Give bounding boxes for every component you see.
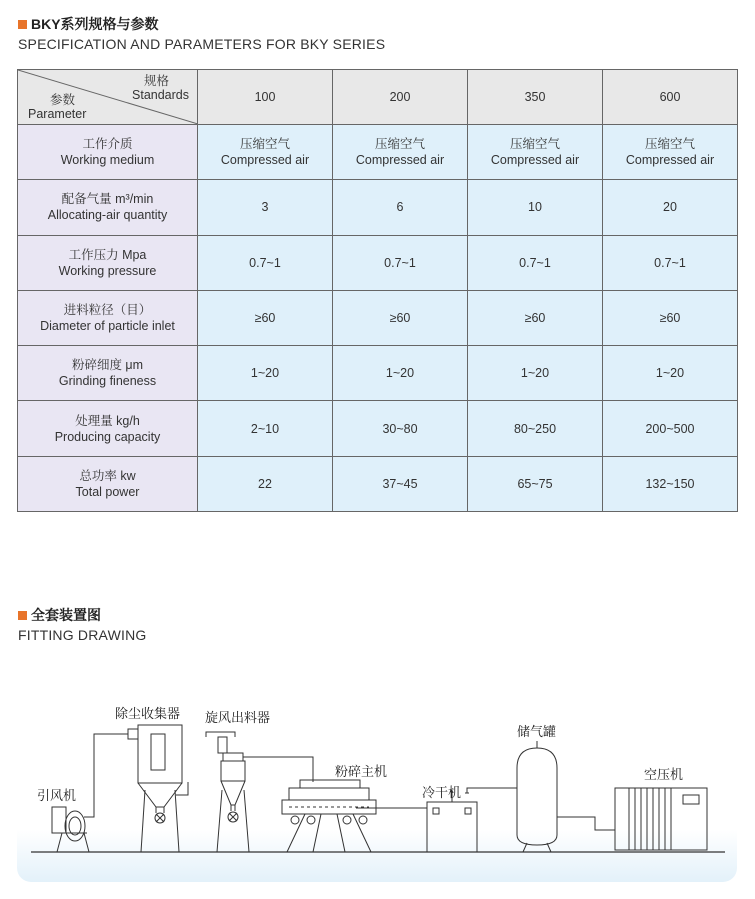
value-cell: ≥60 — [333, 290, 468, 345]
value-cn: 压缩空气 — [239, 137, 290, 152]
param-en: Producing capacity — [54, 429, 161, 444]
param-cn: 处理量 kg/h — [75, 413, 140, 428]
value-en: Compressed air — [490, 153, 580, 168]
value-cell — [333, 125, 468, 180]
value-cell — [468, 125, 603, 180]
spec-title-text: BKY系列规格与参数 — [31, 16, 159, 32]
value-en: Compressed air — [355, 153, 445, 168]
corner-parameter — [28, 93, 86, 121]
parameter-en: Parameter — [28, 107, 87, 121]
param-en: Working pressure — [58, 263, 157, 278]
label-compressor: 空压机 — [644, 768, 684, 783]
model-header: 600 — [603, 70, 738, 125]
model-header: 100 — [198, 70, 333, 125]
value-cell — [198, 125, 333, 180]
value-cell: 2~10 — [198, 401, 333, 456]
value-cell: 0.7~1 — [333, 235, 468, 290]
param-cn: 总功率 kw — [79, 468, 136, 483]
param-cn: 粉碎细度 μm — [71, 358, 144, 373]
orange-square-icon — [18, 611, 27, 620]
value-cell: 0.7~1 — [198, 235, 333, 290]
value-cell: 37~45 — [333, 456, 468, 511]
value-cell: ≥60 — [603, 290, 738, 345]
spec-section-header — [18, 14, 385, 52]
model-header: 350 — [468, 70, 603, 125]
parameter-cn: 参数 — [50, 93, 76, 107]
standards-cn: 规格 — [143, 74, 169, 88]
param-cell — [18, 401, 198, 456]
fitting-section-title — [18, 605, 146, 625]
compressor-icon — [615, 788, 707, 850]
dust-collector-icon — [128, 725, 182, 852]
param-en: Total power — [75, 484, 140, 499]
value-cell: 22 — [198, 456, 333, 511]
param-en: Grinding fineness — [58, 374, 157, 389]
table-row — [18, 290, 738, 345]
model-header: 200 — [333, 70, 468, 125]
value-cell: ≥60 — [468, 290, 603, 345]
fitting-drawing — [17, 645, 737, 882]
fitting-section-header — [18, 605, 146, 643]
value-en: Compressed air — [220, 153, 310, 168]
value-cn: 压缩空气 — [509, 137, 560, 152]
spec-section-title — [18, 14, 385, 34]
fan-icon — [52, 807, 89, 852]
table-row — [18, 125, 738, 180]
param-cell — [18, 346, 198, 401]
param-en: Working medium — [60, 153, 155, 168]
value-cell: 20 — [603, 180, 738, 235]
label-mill: 粉碎主机 — [335, 765, 388, 780]
table-row — [18, 346, 738, 401]
value-cell: 3 — [198, 180, 333, 235]
value-cell: 65~75 — [468, 456, 603, 511]
standards-en: Standards — [132, 88, 189, 102]
tank-icon — [517, 741, 557, 852]
label-tank: 储气罐 — [517, 725, 557, 740]
mill-icon — [282, 780, 376, 852]
param-en: Allocating-air quantity — [47, 208, 168, 223]
value-cell: 6 — [333, 180, 468, 235]
param-cn: 配备气量 m³/min — [61, 192, 154, 207]
label-cyclone: 旋风出料器 — [205, 711, 271, 726]
value-cn: 压缩空气 — [644, 137, 695, 152]
param-cn: 进料粒径（目） — [63, 302, 152, 317]
corner-standards — [132, 74, 189, 102]
table-row — [18, 401, 738, 456]
param-cell — [18, 125, 198, 180]
fitting-section-subtitle: FITTING DRAWING — [18, 627, 147, 643]
table-row — [18, 456, 738, 511]
value-en: Compressed air — [625, 153, 715, 168]
param-cn: 工作压力 Mpa — [68, 247, 147, 262]
label-dryer: 冷干机 — [422, 786, 462, 801]
value-cell: 1~20 — [333, 346, 468, 401]
value-cell: 0.7~1 — [603, 235, 738, 290]
param-cell — [18, 180, 198, 235]
param-cell — [18, 235, 198, 290]
corner-cell — [18, 70, 198, 125]
value-cell: ≥60 — [198, 290, 333, 345]
label-dust-collector: 除尘收集器 — [115, 707, 181, 722]
cyclone-icon — [217, 737, 249, 852]
table-row — [18, 235, 738, 290]
param-cell — [18, 456, 198, 511]
param-en: Diameter of particle inlet — [40, 318, 175, 333]
value-cell: 1~20 — [468, 346, 603, 401]
spec-section-subtitle: SPECIFICATION AND PARAMETERS FOR BKY SERIES — [18, 36, 386, 52]
fitting-title-text: 全套装置图 — [31, 607, 101, 623]
value-cell: 0.7~1 — [468, 235, 603, 290]
value-cell: 132~150 — [603, 456, 738, 511]
value-cell: 30~80 — [333, 401, 468, 456]
param-cell — [18, 290, 198, 345]
orange-square-icon — [18, 20, 27, 29]
value-cell — [603, 125, 738, 180]
value-cell: 1~20 — [198, 346, 333, 401]
value-cell: 200~500 — [603, 401, 738, 456]
table-header-row — [18, 70, 738, 125]
spec-table — [17, 69, 738, 512]
value-cell: 80~250 — [468, 401, 603, 456]
table-row — [18, 180, 738, 235]
value-cn: 压缩空气 — [374, 137, 425, 152]
value-cell: 10 — [468, 180, 603, 235]
value-cell: 1~20 — [603, 346, 738, 401]
label-fan: 引风机 — [37, 789, 77, 804]
param-cn: 工作介质 — [82, 137, 133, 152]
